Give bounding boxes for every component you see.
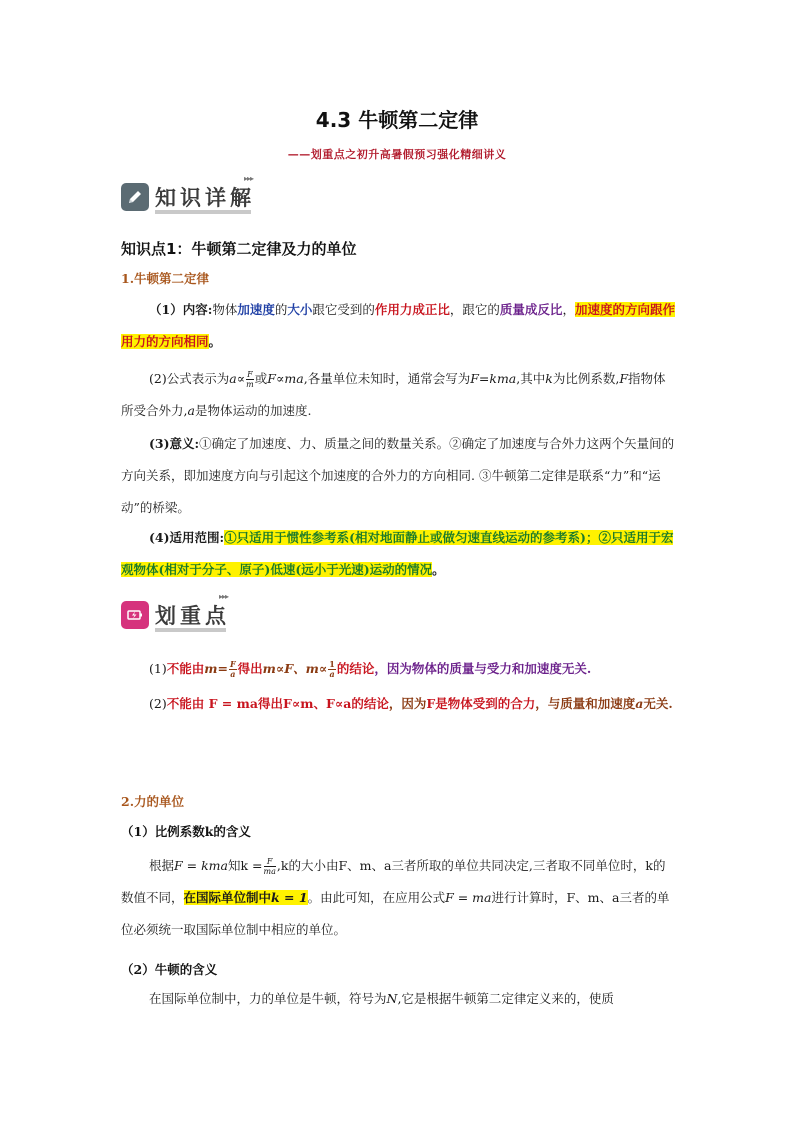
knowledge-point-heading: 知识点1：牛顿第二定律及力的单位 [121,240,357,258]
text: 在国际单位制中，力的单位是牛顿，符号为 [149,991,387,1006]
focus-point-1 [121,653,677,685]
text: (2) [149,696,167,711]
text: ，与质量和加速度 [535,696,636,711]
fraction-numerator: F [247,370,253,379]
banner-dots: ▸▸▸ [218,592,228,601]
formula-var: F [267,371,276,386]
subheading-newton-meaning: （2）牛顿的含义 [121,962,218,977]
text: ,其中 [516,371,546,386]
formula-var: kma [489,371,517,386]
text: 的 [274,302,288,317]
item-prefix: (4)适用范围: [149,530,225,545]
fraction-numerator: F [229,659,236,669]
focus-banner [121,592,230,632]
text: ，跟它的 [449,302,500,317]
term-magnitude: 大小 [287,302,313,317]
text: (1) [149,661,167,676]
text: ∝ [236,371,246,386]
fraction [264,857,276,876]
term-inverse-mass: 质量成反比 [499,302,563,317]
formula-var: a [229,371,237,386]
text: ,k的大小由F、m、a三者所取的单位共同决定,三者取不同单位时，k的数值不同， [121,858,666,905]
text: 是物体运动的加速度. [194,403,312,418]
text: = [478,371,490,386]
text: 的结论 [336,661,375,676]
knowledge-banner [121,174,255,214]
formula-text: F = ma [445,890,492,905]
section-heading-1: 1.牛顿第二定律 [121,271,210,286]
page-title: 4.3 牛顿第二定律 [315,108,479,132]
highlight-k-equals-1: k = 1 [271,890,308,905]
text: 物体 [212,302,238,317]
text: ①确定了加速度、力、质量之间的数量关系。②确定了加速度与合外力这两个矢量间的方向关系，即加速度方向与引起这个加速度的合外力的方向相同. ③牛顿第二定律是联系“力”和“运动”的桥梁。 [121,436,675,515]
text: ，因为 [388,696,427,711]
text: 根据 [149,858,175,873]
paragraph-constant-k [121,850,677,946]
formula-var: k [545,371,553,386]
fraction-denominator: a [329,669,335,679]
text: ∝ [275,371,285,386]
fraction [229,660,237,679]
item-prefix: (3)意义: [149,436,200,451]
text: 或 [254,371,268,386]
formula-var: F [619,371,628,386]
text: 进行计算时，F、m、a三者的单位必须统一取国际单位制中相应的单位。 [121,890,670,937]
text: ,它是根据牛顿第二定律定义来的，使质 [397,991,614,1006]
formula-text: m∝F、m∝ [262,661,328,676]
term-acceleration: 加速度 [237,302,275,317]
text: 指物体所受合外力, [121,371,666,418]
banner-dots: ▸▸▸ [243,174,253,183]
text: F是物体受到的合力 [426,696,536,711]
formula-var: N [386,991,398,1006]
subheading-proportional-constant: （1）比例系数k的含义 [121,824,251,839]
focus-point-2 [121,688,677,720]
formula-var: F [470,371,479,386]
text: ,各量单位未知时，通常会写为 [303,371,471,386]
fraction-denominator: ma [263,867,276,876]
paragraph-scope [121,522,677,586]
formula-var: a [187,403,195,418]
text: 为比例系数, [552,371,620,386]
text: 无关. [643,696,673,711]
paragraph-meaning [121,428,677,524]
formula-var: ma [284,371,304,386]
text: ，因为物体的质量与受力和加速度无关. [374,661,592,676]
formula-var: a [635,696,644,711]
formula-text: F = kma [174,858,228,873]
paragraph-newton [121,983,677,1015]
item-prefix: （1）内容: [149,302,213,317]
section-heading-2: 2.力的单位 [121,794,185,809]
fraction-denominator: m [246,380,254,389]
text: 不能由 [166,661,205,676]
lightning-icon [121,601,149,629]
fraction-denominator: a [230,669,236,679]
paragraph-formula [121,363,677,427]
text: 。 [208,334,222,349]
term-proportional-force: 作用力成正比 [374,302,450,317]
text: = [217,661,228,676]
text: ， [562,302,575,317]
formula-var: m [204,661,218,676]
fraction-numerator: 1 [329,659,335,669]
focus-banner-label: 划重点 [155,600,230,630]
fraction-numerator: F [264,857,276,867]
text: 知k = [228,858,263,873]
fraction [328,660,336,679]
highlight-scope: ①只适用于惯性参考系(相对地面静止或做匀速直线运动的参考系)；②只适用于宏观物体(相对于分子、原子)低速(远小于光速)运动的情况 [121,530,674,577]
text: 。 [432,562,445,577]
highlight-si: 在国际单位制中 [183,890,272,905]
knowledge-banner-label: 知识详解 [155,182,255,212]
text: 不能由 F = ma得出F∝m、F∝a的结论 [166,696,389,711]
highlight-direction: 加速度的方向跟作用力的方向相同 [121,302,675,349]
text: 。由此可知，在应用公式 [307,890,446,905]
fraction [246,370,254,389]
text: (2)公式表示为 [149,371,230,386]
page-subtitle: ——划重点之初升高暑假预习强化精细讲义 [287,148,507,161]
pencil-icon [121,183,149,211]
paragraph-content [121,294,677,358]
text: 得出 [237,661,263,676]
text: 跟它受到的 [312,302,375,317]
